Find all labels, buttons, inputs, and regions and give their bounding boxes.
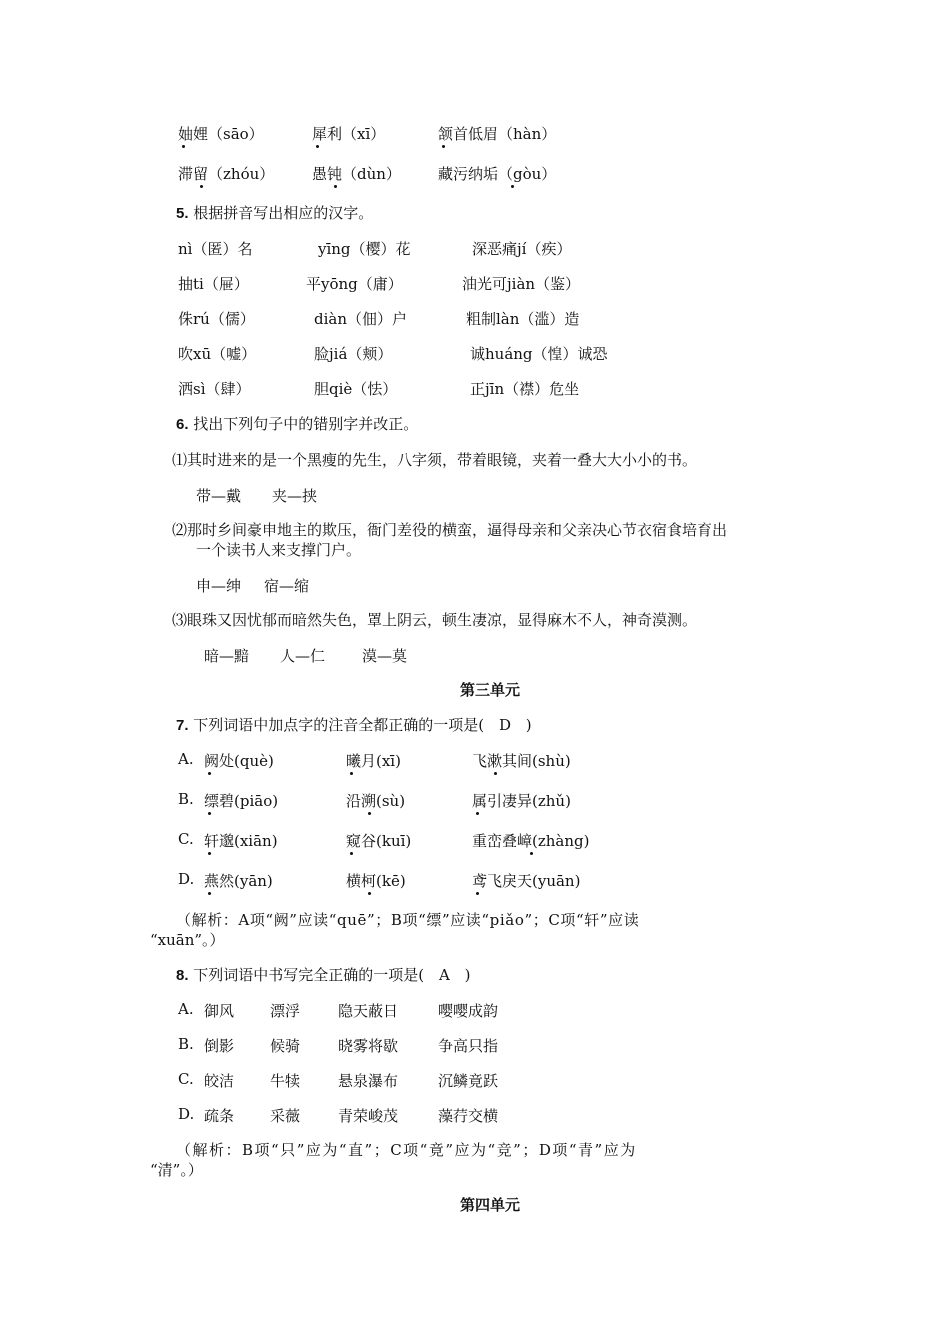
option-word: 属引凄异(zhǔ) — [472, 792, 571, 810]
word-item: 妯娌（sāo） — [178, 125, 264, 143]
answer-choice: A — [438, 966, 450, 984]
emphasis-dot — [511, 185, 514, 188]
correction-answer: 人—仁 — [280, 647, 326, 665]
emphasis-dot — [208, 812, 211, 815]
pinyin-item: 洒sì（肆） — [178, 380, 251, 398]
option-letter: A. — [178, 1000, 194, 1018]
correction-answer: 夹—挟 — [272, 487, 318, 505]
option-word: 晓雾将歇 — [338, 1037, 399, 1055]
pinyin-item: nì（匿）名 — [178, 240, 253, 258]
pinyin-item: 正jīn（襟）危坐 — [470, 380, 580, 398]
analysis-text: （解析：B项“只”应为“直”；C项“竟”应为“竞”；D项“青”应为 — [176, 1141, 637, 1159]
question-6 — [176, 414, 418, 435]
pinyin-item: 侏rú（儒） — [178, 310, 255, 328]
pinyin-item: 脸jiá（颊） — [314, 345, 393, 363]
option-letter: D. — [178, 1105, 195, 1123]
question-stem: 找出下列句子中的错别字并改正。 — [193, 415, 419, 433]
question-number: 7. — [176, 717, 189, 734]
sub-question-text: 眼珠又因忧郁而暗然失色，罩上阴云，顿生凄凉，显得麻木不人，神奇漠测。 — [187, 611, 698, 629]
option-word: 嘤嘤成韵 — [438, 1002, 499, 1020]
option-word: 缥碧(piāo) — [204, 792, 279, 810]
pinyin-item: yīng（樱）花 — [318, 240, 411, 258]
option-word: 沉鳞竟跃 — [438, 1072, 499, 1090]
word-item: 颔首低眉（hàn） — [438, 125, 557, 143]
option-word: 飞漱其间(shù) — [472, 752, 571, 770]
emphasis-dot — [368, 812, 371, 815]
emphasis-dot — [476, 892, 479, 895]
pinyin-item: 油光可jiàn（鉴） — [462, 275, 581, 293]
question-8 — [176, 965, 470, 986]
question-number: 8. — [176, 967, 189, 984]
emphasis-dot — [442, 145, 445, 148]
question-number: 6. — [176, 416, 189, 433]
option-word: 采薇 — [270, 1107, 301, 1125]
emphasis-dot — [208, 892, 211, 895]
pinyin-item: 吹xū（嘘） — [178, 345, 257, 363]
sub-question-label: ⑶ — [172, 611, 188, 629]
option-word: 沿溯(sù) — [346, 792, 406, 810]
correction-answer: 暗—黯 — [204, 647, 250, 665]
question-stem-close: ) — [464, 966, 471, 984]
option-word: 隐天蔽日 — [338, 1002, 399, 1020]
option-word: 皎洁 — [204, 1072, 235, 1090]
emphasis-dot — [316, 145, 319, 148]
correction-answer: 漠—莫 — [362, 647, 408, 665]
option-letter: B. — [178, 1035, 194, 1053]
option-word: 候骑 — [270, 1037, 301, 1055]
emphasis-dot — [350, 772, 353, 775]
unit-heading: 第四单元 — [460, 1196, 521, 1214]
option-word: 曦月(xī) — [346, 752, 401, 770]
emphasis-dot — [368, 892, 371, 895]
option-word: 争高只指 — [438, 1037, 499, 1055]
sub-question-3 — [172, 610, 697, 630]
sub-question-label: ⑴ — [172, 451, 188, 469]
emphasis-dot — [476, 812, 479, 815]
option-word: 窥谷(kuī) — [346, 832, 412, 850]
option-word: 阙处(què) — [204, 752, 274, 770]
analysis-text: （解析：A项“阙”应读“quē”；B项“缥”应读“piǎo”；C项“轩”应读 — [176, 911, 640, 929]
option-letter: A. — [178, 750, 194, 768]
word-item: 愚钝（dùn） — [312, 165, 401, 183]
question-5 — [176, 203, 373, 224]
option-word: 倒影 — [204, 1037, 235, 1055]
option-word: 横柯(kē) — [346, 872, 406, 890]
emphasis-dot — [530, 852, 533, 855]
sub-question-1 — [172, 450, 697, 470]
option-word: 牛犊 — [270, 1072, 301, 1090]
option-letter: C. — [178, 1070, 194, 1088]
answer-choice: D — [498, 716, 511, 734]
pinyin-item: 诚huáng（惶）诚恐 — [470, 345, 608, 363]
pinyin-item: 粗制làn（滥）造 — [466, 310, 580, 328]
option-word: 悬泉瀑布 — [338, 1072, 399, 1090]
correction-answer: 宿—缩 — [264, 577, 310, 595]
emphasis-dot — [350, 852, 353, 855]
option-word: 青荣峻茂 — [338, 1107, 399, 1125]
option-word: 重峦叠嶂(zhàng) — [472, 832, 590, 850]
sub-question-continuation: 一个读书人来支撑门户。 — [196, 541, 362, 559]
pinyin-item: 胆qiè（怯） — [314, 380, 398, 398]
pinyin-item: 深恶痛jí（疾） — [472, 240, 572, 258]
analysis-text-continuation: “清”。） — [150, 1161, 203, 1179]
option-word: 鸢飞戾天(yuān) — [472, 872, 581, 890]
option-word: 漂浮 — [270, 1002, 301, 1020]
emphasis-dot — [334, 185, 337, 188]
word-item: 犀利（xī） — [312, 125, 386, 143]
option-letter: D. — [178, 870, 195, 888]
correction-answer: 带—戴 — [196, 487, 242, 505]
word-item: 滞留（zhóu） — [178, 165, 275, 183]
analysis-text-continuation: “xuān”。） — [150, 931, 225, 949]
emphasis-dot — [200, 185, 203, 188]
pinyin-item: 抽ti（屉） — [178, 275, 249, 293]
pinyin-item: diàn（佃）户 — [314, 310, 408, 328]
emphasis-dot — [494, 772, 497, 775]
option-letter: C. — [178, 830, 194, 848]
question-number: 5. — [176, 205, 189, 222]
emphasis-dot — [182, 145, 185, 148]
unit-heading: 第三单元 — [460, 681, 521, 699]
sub-question-text: 其时进来的是一个黑瘦的先生，八字须，带着眼镜，夹着一叠大大小小的书。 — [187, 451, 698, 469]
option-word: 藻荇交横 — [438, 1107, 499, 1125]
emphasis-dot — [208, 852, 211, 855]
question-stem: 下列词语中加点字的注音全都正确的一项是( — [193, 716, 485, 734]
correction-answer: 申—绅 — [196, 577, 242, 595]
sub-question-text: 那时乡间豪申地主的欺压，衙门差役的横蛮，逼得母亲和父亲决心节衣宿食培育出 — [187, 521, 728, 539]
emphasis-dot — [208, 772, 211, 775]
word-item: 藏污纳垢（gòu） — [438, 165, 557, 183]
sub-question-label: ⑵ — [172, 521, 188, 539]
question-stem: 根据拼音写出相应的汉字。 — [193, 204, 374, 222]
question-stem-close: ) — [525, 716, 532, 734]
option-word: 燕然(yān) — [204, 872, 273, 890]
option-letter: B. — [178, 790, 194, 808]
sub-question-2 — [172, 520, 727, 540]
question-7 — [176, 715, 532, 736]
pinyin-item: 平yōng（庸） — [306, 275, 403, 293]
question-stem: 下列词语中书写完全正确的一项是( — [193, 966, 425, 984]
option-word: 御风 — [204, 1002, 235, 1020]
option-word: 轩邈(xiān) — [204, 832, 278, 850]
option-word: 疏条 — [204, 1107, 235, 1125]
